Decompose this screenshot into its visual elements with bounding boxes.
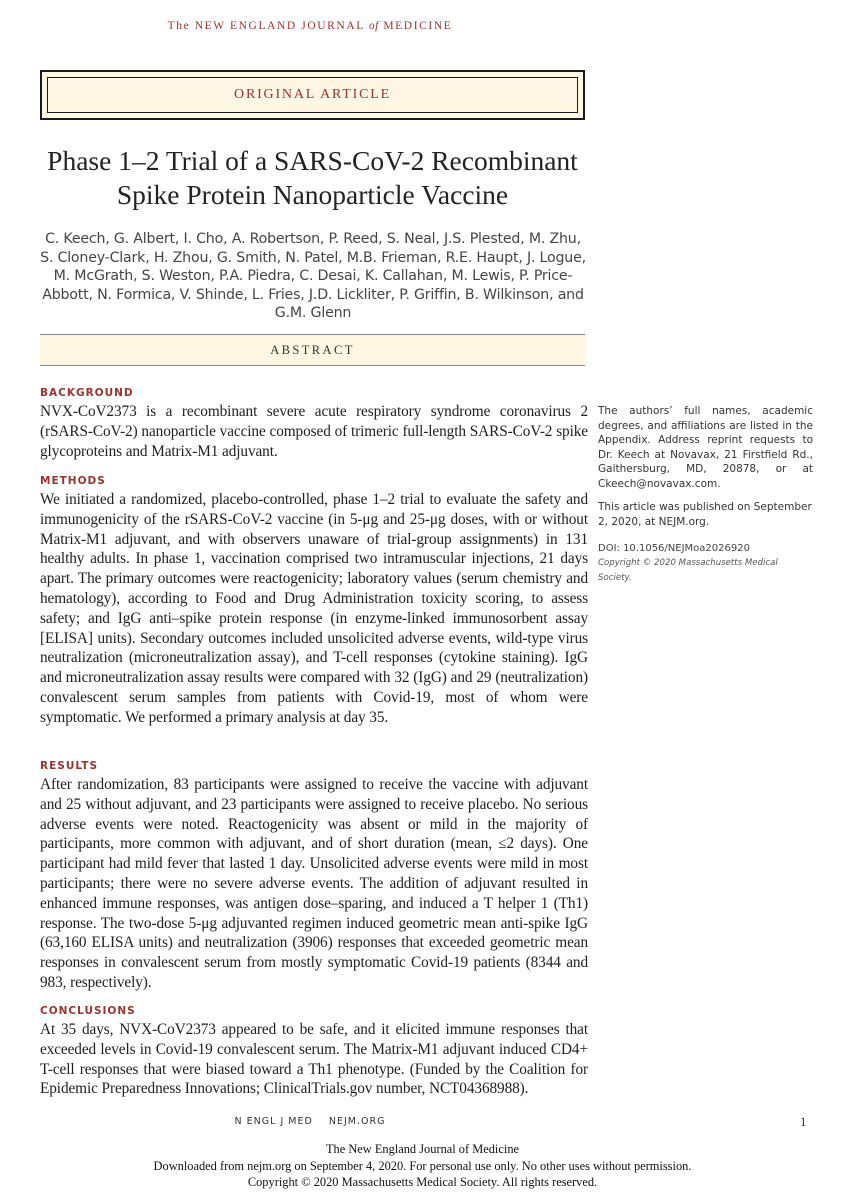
notice-copyright: Copyright © 2020 Massachusetts Medical Society. All rights reserved. bbox=[247, 1175, 598, 1189]
methods-text: We initiated a randomized, placebo-controlled, phase 1–2 trial to evaluate the safety and immunogenicity of the rSARS-CoV-2 vaccine (in 5-μg and 25-μg doses, with or without Matrix-M1 adjuvant, and with observers unaware of trial-group assignments) in 131 healthy adults. In phase 1, vaccination comprised two intramuscular injections, 21 days apart. The primary outcomes were reactogenicity; laboratory values (serum chemistry and hematology), according to Food and Drug Administration toxicity scoring, to assess safety; and IgG anti–spike protein response (in enzyme-linked immunosorbent assay [ELISA] units). Secondary outcomes included unsolicited adverse events, wild-type virus neutralization (microneutralization assay), and T-cell responses (cytokine staining). IgG and microneutralization assay results were compared with 32 (IgG) and 29 (neutralization) convalescent serum samples from patients with Covid-19, most of whom were symptomatic. We performed a primary analysis at day 35. bbox=[40, 491, 588, 726]
footer-journal-abbrev: N ENGL J MED bbox=[234, 1116, 313, 1127]
abstract-results-section bbox=[40, 759, 588, 993]
sidebar-author-note: The authors’ full names, academic degrees, and affiliations are listed in the Appendix. Address reprint requests to Dr. Keech at Novavax, 21 Firstfield Rd., Gaithersburg, MD, 20878, or at Ckeech@novavax.com. bbox=[598, 405, 813, 490]
sidebar-published-note: This article was published on September 2, 2020, at NEJM.org. bbox=[598, 501, 812, 528]
conclusions-heading: CONCLUSIONS bbox=[40, 1005, 136, 1017]
background-text: NVX-CoV2373 is a recombinant severe acute respiratory syndrome coronavirus 2 (rSARS-CoV-2) nanoparticle vaccine composed of trimeric full-length SARS-CoV-2 spike glycoproteins and Matrix-M1 adjuvant. bbox=[40, 403, 588, 460]
page-footer bbox=[0, 1116, 620, 1127]
methods-heading: METHODS bbox=[40, 475, 106, 487]
journal-name-suffix: MEDICINE bbox=[383, 20, 453, 32]
journal-name-of: of bbox=[368, 20, 379, 32]
article-type-banner bbox=[40, 70, 585, 120]
background-heading: BACKGROUND bbox=[40, 387, 134, 399]
download-notice bbox=[0, 1141, 845, 1191]
abstract-conclusions-section bbox=[40, 1004, 588, 1099]
journal-name-prefix: The NEW ENGLAND JOURNAL bbox=[167, 20, 365, 32]
article-title-line-2: Spike Protein Nanoparticle Vaccine bbox=[116, 179, 509, 210]
abstract-heading: ABSTRACT bbox=[40, 334, 585, 366]
footer-site[interactable]: NEJM.ORG bbox=[328, 1116, 386, 1127]
page-number: 1 bbox=[800, 1114, 807, 1129]
abstract-background-section bbox=[40, 386, 588, 461]
sidebar-copyright: Copyright © 2020 Massachusetts Medical Society. bbox=[598, 558, 778, 583]
results-text: After randomization, 83 participants were assigned to receive the vaccine with adjuvant and 25 without adjuvant, and 23 participants were assigned to receive placebo. No serious adverse events were noted. Reactogenicity was absent or mild in the majority of participants, more common with adjuvant, and of short duration (mean, ≤2 days). One participant had mild fever that lasted 1 day. Unsolicited adverse events were mild in most participants; there were no severe adverse events. The addition of adjuvant resulted in enhanced immune responses, was antigen dose–sparing, and induced a T helper 1 (Th1) response. The two-dose 5-μg adjuvanted regimen induced geometric mean anti-spike IgG (63,160 ELISA units) and neutralization (3906) responses that exceeded geometric mean responses in convalescent serum from mostly symptomatic Covid-19 patients (8344 and 983, respectively). bbox=[40, 776, 588, 991]
abstract-methods-section bbox=[40, 474, 588, 728]
article-title-line-1: Phase 1–2 Trial of a SARS-CoV-2 Recombinant bbox=[47, 145, 578, 176]
journal-header bbox=[0, 20, 620, 32]
notice-journal-name: The New England Journal of Medicine bbox=[325, 1142, 520, 1156]
article-title bbox=[30, 144, 595, 212]
conclusions-text: At 35 days, NVX-CoV2373 appeared to be safe, and it elicited immune responses that exceeded levels in Covid-19 convalescent serum. The Matrix-M1 adjuvant induced CD4+ T-cell responses that were biased toward a Th1 phenotype. (Funded by the Coalition for Epidemic Preparedness Innovations; ClinicalTrials.gov number, NCT04368988). bbox=[40, 1021, 588, 1098]
article-type-label: ORIGINAL ARTICLE bbox=[47, 77, 578, 113]
author-list: C. Keech, G. Albert, I. Cho, A. Robertson, P. Reed, S. Neal, J.S. Plested, M. Zhu, S. Cloney-Clark, H. Zhou, G. Smith, N. Patel, M.B. Frieman, R.E. Haupt, J. Logue, M. McGrath, S. Weston, P.A. Piedra, C. Desai, K. Callahan, M. Lewis, P. Price-Abbott, N. Formica, V. Shinde, L. Fries, J.D. Lickliter, P. Griffin, B. Wilkinson, and G.M. Glenn bbox=[40, 231, 586, 322]
notice-download-info: Downloaded from nejm.org on September 4, 2020. For personal use only. No other uses without permission. bbox=[153, 1158, 692, 1173]
results-heading: RESULTS bbox=[40, 760, 99, 772]
sidebar-doi[interactable]: DOI: 10.1056/NEJMoa2026920 bbox=[598, 543, 750, 554]
